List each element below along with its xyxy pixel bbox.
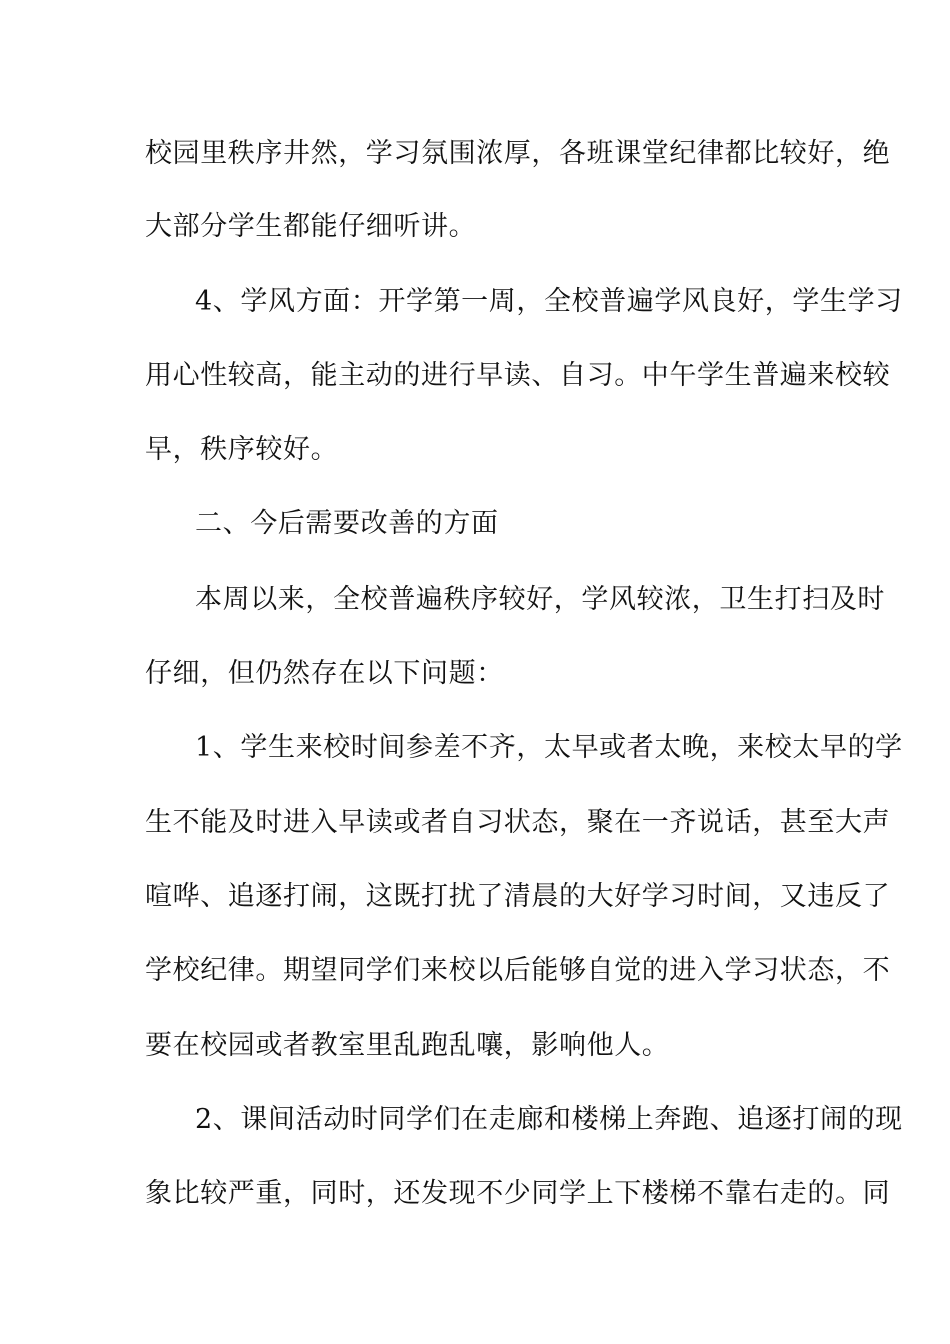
text-line: 仔细，但仍然存在以下问题： (145, 658, 504, 689)
text-line: 大部分学生都能仔细听讲。 (145, 211, 477, 242)
text-line: 早，秩序较好。 (145, 434, 339, 465)
paragraph-start-line: 本周以来，全校普遍秩序较好，学风较浓，卫生打扫及时 (195, 584, 885, 615)
text-line: 用心性较高，能主动的进行早读、自习。中午学生普遍来校较 (145, 360, 891, 391)
text-line: 学校纪律。期望同学们来校以后能够自觉的进入学习状态，不 (145, 955, 891, 986)
text-line: 校园里秩序井然，学习氛围浓厚，各班课堂纪律都比较好，绝 (145, 138, 891, 169)
text-line: 要在校园或者教室里乱跑乱嚷，影响他人。 (145, 1030, 670, 1061)
paragraph-start-line: 2、课间活动时同学们在走廊和楼梯上奔跑、追逐打闹的现 (195, 1104, 903, 1135)
text-line: 象比较严重，同时，还发现不少同学上下楼梯不靠右走的。同 (145, 1178, 891, 1209)
section-heading: 二、今后需要改善的方面 (195, 508, 499, 539)
paragraph-start-line: 1、学生来校时间参差不齐，太早或者太晚，来校太早的学 (195, 732, 903, 763)
text-line: 生不能及时进入早读或者自习状态，聚在一齐说话，甚至大声 (145, 807, 891, 838)
text-line: 喧哗、追逐打闹，这既打扰了清晨的大好学习时间，又违反了 (145, 881, 891, 912)
paragraph-start-line: 4、学风方面：开学第一周，全校普遍学风良好，学生学习 (195, 286, 903, 317)
